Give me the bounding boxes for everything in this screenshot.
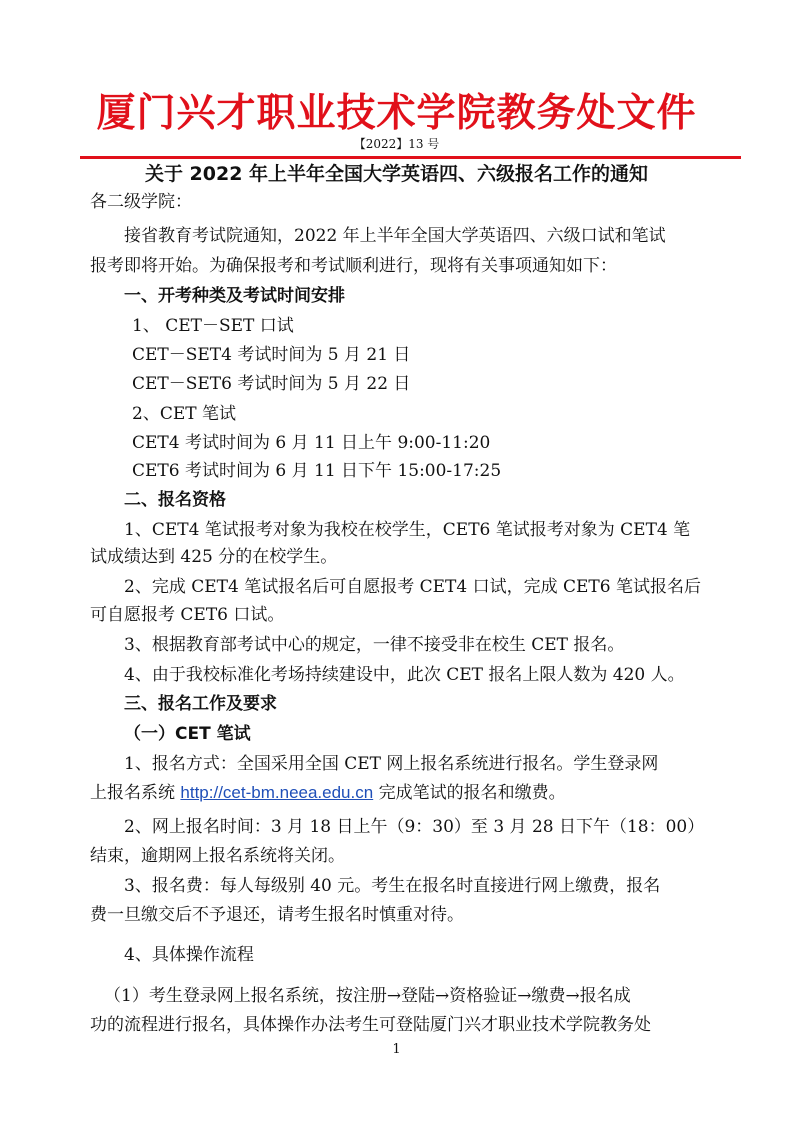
section3-p3-line2: 费一旦缴交后不予退还，请考生报名时慎重对待。 [90, 905, 464, 925]
section3-p5-line2: 功的流程进行报名，具体操作办法考生可登陆厦门兴才职业技术学院教务处 [90, 1015, 651, 1035]
section2-p1-line1: 1、CET4 笔试报考对象为我校在校学生，CET6 笔试报考对象为 CET4 笔 [124, 520, 691, 540]
section3-p3-line1: 3、报名费：每人每级别 40 元。考生在报名时直接进行网上缴费，报名 [124, 876, 661, 896]
section3-p1-line2 [90, 781, 730, 805]
section1-cet6: CET6 考试时间为 6 月 11 日下午 15:00-17:25 [132, 461, 502, 481]
salutation: 各二级学院： [90, 192, 192, 212]
section1-item2: 2、CET 笔试 [132, 404, 236, 424]
section2-p1-line2: 试成绩达到 425 分的在校学生。 [90, 547, 338, 567]
section2-p4: 4、由于我校标准化考场持续建设中，此次 CET 报名上限人数为 420 人。 [124, 665, 685, 685]
section3-sub1: （一）CET 笔试 [124, 724, 251, 744]
page-number: 1 [392, 1042, 401, 1057]
section2-p2-line1: 2、完成 CET4 笔试报名后可自愿报考 CET4 口试，完成 CET6 笔试报名后 [124, 577, 701, 597]
document-header-title: 厦门兴才职业技术学院教务处文件 [96, 90, 697, 136]
intro-line-1: 接省教育考试院通知，2022 年上半年全国大学英语四、六级口试和笔试 [124, 226, 666, 246]
section3-p5-line1: （1）考生登录网上报名系统，按注册→登陆→资格验证→缴费→报名成 [104, 986, 631, 1006]
header-red-rule [80, 156, 741, 159]
section3-p1-line1: 1、报名方式：全国采用全国 CET 网上报名系统进行报名。学生登录网 [124, 754, 659, 774]
section3-p2-line1: 2、网上报名时间：3 月 18 日上午（9：30）至 3 月 28 日下午（18：00） [124, 817, 705, 837]
section2-heading: 二、报名资格 [124, 490, 226, 510]
section2-p3: 3、根据教育部考试中心的规定，一律不接受非在校生 CET 报名。 [124, 635, 625, 655]
section1-set6: CET－SET6 考试时间为 5 月 22 日 [132, 374, 411, 394]
intro-line-2: 报考即将开始。为确保报考和考试顺利进行，现将有关事项通知如下： [90, 256, 617, 276]
section3-p4: 4、具体操作流程 [124, 945, 254, 965]
section3-heading: 三、报名工作及要求 [124, 694, 277, 714]
document-number: 【2022】13 号 [353, 137, 440, 151]
section1-set4: CET－SET4 考试时间为 5 月 21 日 [132, 345, 411, 365]
section3-p1-line2-pre: 上报名系统 [90, 783, 181, 803]
section1-cet4: CET4 考试时间为 6 月 11 日上午 9:00-11:20 [132, 433, 491, 453]
cet-registration-link[interactable]: http://cet-bm.neea.edu.cn [180, 783, 374, 802]
section1-item1: 1、 CET－SET 口试 [132, 316, 294, 336]
section3-p2-line2: 结束，逾期网上报名系统将关闭。 [90, 846, 345, 866]
section1-heading: 一、开考种类及考试时间安排 [124, 286, 345, 306]
section2-p2-line2: 可自愿报考 CET6 口试。 [90, 605, 285, 625]
notice-title: 关于 2022 年上半年全国大学英语四、六级报名工作的通知 [144, 163, 649, 185]
section3-p1-line2-post: 完成笔试的报名和缴费。 [373, 783, 566, 803]
